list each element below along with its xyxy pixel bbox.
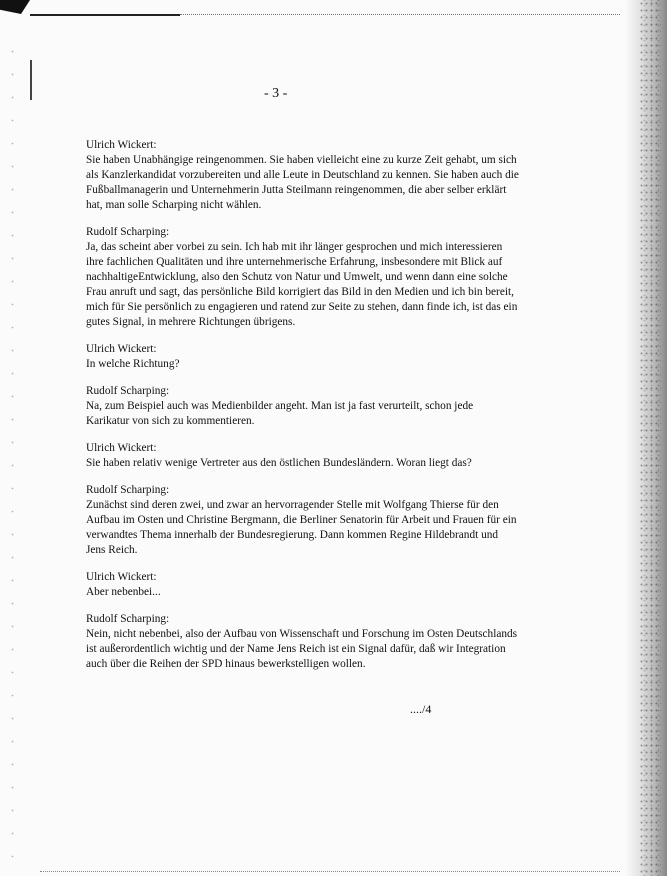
speaker-name: Ulrich Wickert: xyxy=(86,442,157,454)
speaker-name: Rudolf Scharping: xyxy=(86,226,170,238)
speech-text: In welche Richtung? xyxy=(86,358,180,370)
speaker-name: Rudolf Scharping: xyxy=(86,484,170,496)
scan-artifact-left-mark xyxy=(30,60,32,100)
speech-text: Sie haben Unabhängige reingenommen. Sie haben vielleicht eine zu kurze Zeit gehabt, um sich als Kanzlerkandidat vorzubereiten und alle Leute in Deutschland zu kennen. Sie haben auch die Fußballmanagerin und Unternehmerin Jutta Steilmann reingenommen, die aber selber erklärt hat, man solle Scharping nicht wählen. xyxy=(86,154,519,211)
dialogue-entry xyxy=(86,384,556,429)
speaker-name: Ulrich Wickert: xyxy=(86,571,157,583)
scan-artifact-right-speckle xyxy=(639,0,661,876)
speech-text: Ja, das scheint aber vorbei zu sein. Ich hab mit ihr länger gesprochen und mich interessieren ihre fachlichen Qualitäten und ihre unternehmerische Erfahrung, insbesondere mit Blick auf nachhaltigeEntwicklung, also den Schutz von Natur und Umwelt, und wenn dann eine solche Frau anruft und sagt, das persönliche Bild korrigiert das Bild in den Medien und ich bin bereit, mich für Sie persönlich zu engagieren und ratend zur Seite zu stehen, dann finde ich, ist das ein gutes Signal, in mehrere Richtungen übrigens. xyxy=(86,241,518,328)
speaker-name: Rudolf Scharping: xyxy=(86,385,170,397)
dialogue-entry xyxy=(86,225,556,330)
speaker-name: Ulrich Wickert: xyxy=(86,139,157,151)
scan-artifact-corner xyxy=(0,0,30,14)
scan-artifact-top-dots xyxy=(180,14,620,15)
dialogue-entry xyxy=(86,138,556,213)
speech-text: Zunächst sind deren zwei, und zwar an hervorragender Stelle mit Wolfgang Thierse für den Aufbau im Osten und Christine Bergmann, die Berliner Senatorin für Arbeit und Frauen für ein verwandtes Thema innerhalb der Bundesregierung. Dann kommen Regine Hildebrandt und Jens Reich. xyxy=(86,499,517,556)
transcript-body xyxy=(86,138,556,684)
scan-artifact-bottom-line xyxy=(40,871,620,872)
dialogue-entry xyxy=(86,342,556,372)
speaker-name: Ulrich Wickert: xyxy=(86,343,157,355)
speech-text: Na, zum Beispiel auch was Medienbilder angeht. Man ist ja fast verurteilt, schon jede Karikatur von sich zu kommentieren. xyxy=(86,400,474,427)
continued-marker: ..../4 xyxy=(410,702,432,716)
speech-text: Aber nebenbei... xyxy=(86,586,161,598)
dialogue-entry xyxy=(86,570,556,600)
speech-text: Nein, nicht nebenbei, also der Aufbau von Wissenschaft und Forschung im Osten Deutschlands ist außerordentlich wichtig und der Name Jens Reich ist ein Signal dafür, daß wir Integration auch über die Reihen der SPD hinaus bewerkstelligen wollen. xyxy=(86,628,518,670)
dialogue-entry xyxy=(86,441,556,471)
dialogue-entry xyxy=(86,483,556,558)
speech-text: Sie haben relativ wenige Vertreter aus den östlichen Bundesländern. Woran liegt das? xyxy=(86,457,472,469)
scan-artifact-top-line xyxy=(30,14,180,16)
speaker-name: Rudolf Scharping: xyxy=(86,613,170,625)
dialogue-entry xyxy=(86,612,556,672)
page-number: - 3 - xyxy=(264,86,288,101)
scan-artifact-left-dots xyxy=(8,40,18,860)
